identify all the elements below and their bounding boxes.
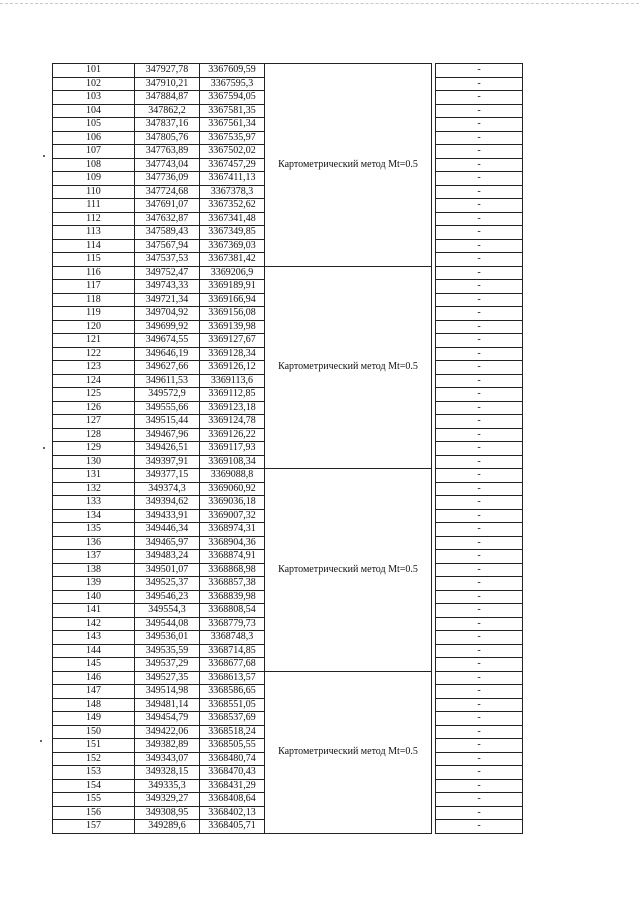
method-cell: Картометрический метод Mt=0.5	[265, 266, 432, 469]
coord-y: 3368537,69	[200, 712, 265, 726]
point-number: 123	[53, 361, 135, 375]
coord-x: 349546,23	[135, 590, 200, 604]
coord-y: 3368505,55	[200, 739, 265, 753]
coord-x: 349704,92	[135, 307, 200, 321]
table-row	[53, 469, 523, 483]
dash-cell: -	[436, 320, 523, 334]
coord-y: 3367581,35	[200, 104, 265, 118]
coord-x: 347837,16	[135, 118, 200, 132]
coord-y: 3369060,92	[200, 482, 265, 496]
coord-y: 3367352,62	[200, 199, 265, 213]
dash-cell: -	[436, 644, 523, 658]
coord-x: 349535,59	[135, 644, 200, 658]
dash-cell: -	[436, 806, 523, 820]
coord-y: 3368518,24	[200, 725, 265, 739]
coord-y: 3368868,98	[200, 563, 265, 577]
point-number: 137	[53, 550, 135, 564]
dash-cell: -	[436, 158, 523, 172]
point-number: 152	[53, 752, 135, 766]
coord-y: 3369088,8	[200, 469, 265, 483]
point-number: 132	[53, 482, 135, 496]
dash-cell: -	[436, 550, 523, 564]
point-number: 122	[53, 347, 135, 361]
coord-x: 347862,2	[135, 104, 200, 118]
dash-cell: -	[436, 536, 523, 550]
dash-cell: -	[436, 779, 523, 793]
coord-y: 3368808,54	[200, 604, 265, 618]
point-number: 110	[53, 185, 135, 199]
coord-x: 349329,27	[135, 793, 200, 807]
coord-y: 3368551,05	[200, 698, 265, 712]
coord-y: 3369036,18	[200, 496, 265, 510]
coord-x: 349515,44	[135, 415, 200, 429]
dash-cell: -	[436, 671, 523, 685]
coord-y: 3368405,71	[200, 820, 265, 834]
dash-cell: -	[436, 658, 523, 672]
dash-cell: -	[436, 334, 523, 348]
coord-y: 3369206,9	[200, 266, 265, 280]
point-number: 117	[53, 280, 135, 294]
point-number: 113	[53, 226, 135, 240]
coord-y: 3369189,91	[200, 280, 265, 294]
coord-x: 347567,94	[135, 239, 200, 253]
dash-cell: -	[436, 509, 523, 523]
point-number: 102	[53, 77, 135, 91]
coord-x: 347589,43	[135, 226, 200, 240]
point-number: 148	[53, 698, 135, 712]
coord-y: 3368677,68	[200, 658, 265, 672]
dash-cell: -	[436, 712, 523, 726]
coord-y: 3367502,02	[200, 145, 265, 159]
point-number: 156	[53, 806, 135, 820]
dash-cell: -	[436, 266, 523, 280]
coord-y: 3367411,13	[200, 172, 265, 186]
coord-x: 349308,95	[135, 806, 200, 820]
coord-x: 349537,29	[135, 658, 200, 672]
coord-x: 349335,3	[135, 779, 200, 793]
dash-cell: -	[436, 739, 523, 753]
coord-x: 349446,34	[135, 523, 200, 537]
point-number: 103	[53, 91, 135, 105]
scan-edge-line	[0, 3, 639, 5]
point-number: 131	[53, 469, 135, 483]
coord-x: 347632,87	[135, 212, 200, 226]
point-number: 121	[53, 334, 135, 348]
table-row	[53, 671, 523, 685]
point-number: 109	[53, 172, 135, 186]
coord-x: 349527,35	[135, 671, 200, 685]
point-number: 107	[53, 145, 135, 159]
coordinates-table	[52, 63, 523, 834]
coord-y: 3368470,43	[200, 766, 265, 780]
coord-x: 349525,37	[135, 577, 200, 591]
coord-y: 3367349,85	[200, 226, 265, 240]
coord-x: 349433,91	[135, 509, 200, 523]
dash-cell: -	[436, 563, 523, 577]
point-number: 134	[53, 509, 135, 523]
coord-y: 3367381,42	[200, 253, 265, 267]
coord-y: 3368714,85	[200, 644, 265, 658]
coordinates-table-body	[53, 64, 523, 834]
dash-cell: -	[436, 77, 523, 91]
point-number: 145	[53, 658, 135, 672]
table-row	[53, 266, 523, 280]
dash-cell: -	[436, 631, 523, 645]
point-number: 154	[53, 779, 135, 793]
coord-x: 349343,07	[135, 752, 200, 766]
coord-y: 3369108,34	[200, 455, 265, 469]
coord-x: 349328,15	[135, 766, 200, 780]
dash-cell: -	[436, 185, 523, 199]
coord-y: 3368779,73	[200, 617, 265, 631]
point-number: 155	[53, 793, 135, 807]
dash-cell: -	[436, 523, 523, 537]
coord-x: 347537,53	[135, 253, 200, 267]
coord-x: 349544,08	[135, 617, 200, 631]
coord-y: 3367457,29	[200, 158, 265, 172]
point-number: 104	[53, 104, 135, 118]
dash-cell: -	[436, 685, 523, 699]
coord-y: 3369123,18	[200, 401, 265, 415]
coord-y: 3369128,34	[200, 347, 265, 361]
point-number: 112	[53, 212, 135, 226]
coord-x: 349501,07	[135, 563, 200, 577]
dash-cell: -	[436, 361, 523, 375]
coord-y: 3368431,29	[200, 779, 265, 793]
dash-cell: -	[436, 428, 523, 442]
point-number: 138	[53, 563, 135, 577]
method-cell: Картометрический метод Mt=0.5	[265, 671, 432, 833]
coord-x: 347743,04	[135, 158, 200, 172]
coord-x: 349674,55	[135, 334, 200, 348]
point-number: 141	[53, 604, 135, 618]
coord-x: 349377,15	[135, 469, 200, 483]
coord-x: 349721,34	[135, 293, 200, 307]
dash-cell: -	[436, 604, 523, 618]
point-number: 101	[53, 64, 135, 78]
coord-x: 349743,33	[135, 280, 200, 294]
point-number: 142	[53, 617, 135, 631]
dash-cell: -	[436, 212, 523, 226]
coord-x: 349536,01	[135, 631, 200, 645]
coord-y: 3368904,36	[200, 536, 265, 550]
point-number: 119	[53, 307, 135, 321]
coord-x: 349481,14	[135, 698, 200, 712]
coord-x: 347724,68	[135, 185, 200, 199]
point-number: 140	[53, 590, 135, 604]
point-number: 118	[53, 293, 135, 307]
dash-cell: -	[436, 415, 523, 429]
dash-cell: -	[436, 590, 523, 604]
dash-cell: -	[436, 172, 523, 186]
coord-y: 3368857,38	[200, 577, 265, 591]
method-cell: Картометрический метод Mt=0.5	[265, 469, 432, 672]
dash-cell: -	[436, 253, 523, 267]
dash-cell: -	[436, 104, 523, 118]
coord-x: 347736,09	[135, 172, 200, 186]
point-number: 149	[53, 712, 135, 726]
coord-y: 3367595,3	[200, 77, 265, 91]
coord-y: 3369126,12	[200, 361, 265, 375]
dash-cell: -	[436, 766, 523, 780]
dash-cell: -	[436, 226, 523, 240]
coord-y: 3368748,3	[200, 631, 265, 645]
point-number: 111	[53, 199, 135, 213]
coord-x: 347691,07	[135, 199, 200, 213]
point-number: 120	[53, 320, 135, 334]
dash-cell: -	[436, 482, 523, 496]
dash-cell: -	[436, 793, 523, 807]
dash-cell: -	[436, 455, 523, 469]
dash-cell: -	[436, 577, 523, 591]
method-cell: Картометрический метод Mt=0.5	[265, 64, 432, 267]
point-number: 146	[53, 671, 135, 685]
coord-x: 349554,3	[135, 604, 200, 618]
dash-cell: -	[436, 118, 523, 132]
coord-y: 3368586,65	[200, 685, 265, 699]
coord-y: 3368874,91	[200, 550, 265, 564]
coord-x: 349555,66	[135, 401, 200, 415]
coord-x: 349397,91	[135, 455, 200, 469]
coord-y: 3369156,08	[200, 307, 265, 321]
coord-y: 3368839,98	[200, 590, 265, 604]
point-number: 133	[53, 496, 135, 510]
coord-y: 3367341,48	[200, 212, 265, 226]
coord-y: 3369126,22	[200, 428, 265, 442]
dash-cell: -	[436, 469, 523, 483]
coord-y: 3369117,93	[200, 442, 265, 456]
coord-x: 349454,79	[135, 712, 200, 726]
dash-cell: -	[436, 388, 523, 402]
coord-y: 3367594,05	[200, 91, 265, 105]
coord-y: 3367369,03	[200, 239, 265, 253]
coord-x: 347927,78	[135, 64, 200, 78]
dash-cell: -	[436, 293, 523, 307]
coord-y: 3367561,34	[200, 118, 265, 132]
coord-x: 349394,62	[135, 496, 200, 510]
dash-cell: -	[436, 752, 523, 766]
coord-x: 349572,9	[135, 388, 200, 402]
coord-x: 349699,92	[135, 320, 200, 334]
dash-cell: -	[436, 239, 523, 253]
point-number: 125	[53, 388, 135, 402]
dash-cell: -	[436, 442, 523, 456]
coord-y: 3367535,97	[200, 131, 265, 145]
scan-speck	[43, 155, 45, 157]
point-number: 135	[53, 523, 135, 537]
coord-x: 349752,47	[135, 266, 200, 280]
coord-x: 347884,87	[135, 91, 200, 105]
coord-y: 3368613,57	[200, 671, 265, 685]
point-number: 127	[53, 415, 135, 429]
point-number: 114	[53, 239, 135, 253]
coord-x: 349465,97	[135, 536, 200, 550]
coord-y: 3368408,64	[200, 793, 265, 807]
coord-y: 3369127,67	[200, 334, 265, 348]
point-number: 115	[53, 253, 135, 267]
table-row	[53, 64, 523, 78]
dash-cell: -	[436, 698, 523, 712]
coord-x: 347910,21	[135, 77, 200, 91]
point-number: 116	[53, 266, 135, 280]
point-number: 139	[53, 577, 135, 591]
point-number: 136	[53, 536, 135, 550]
point-number: 143	[53, 631, 135, 645]
coord-y: 3368974,31	[200, 523, 265, 537]
coord-y: 3369139,98	[200, 320, 265, 334]
coord-x: 349426,51	[135, 442, 200, 456]
dash-cell: -	[436, 64, 523, 78]
coord-x: 349374,3	[135, 482, 200, 496]
dash-cell: -	[436, 617, 523, 631]
coord-x: 347763,89	[135, 145, 200, 159]
dash-cell: -	[436, 374, 523, 388]
coord-x: 349627,66	[135, 361, 200, 375]
point-number: 129	[53, 442, 135, 456]
dash-cell: -	[436, 820, 523, 834]
point-number: 144	[53, 644, 135, 658]
coord-x: 349646,19	[135, 347, 200, 361]
dash-cell: -	[436, 145, 523, 159]
coord-x: 347805,76	[135, 131, 200, 145]
point-number: 105	[53, 118, 135, 132]
coord-y: 3367378,3	[200, 185, 265, 199]
point-number: 151	[53, 739, 135, 753]
coord-x: 349382,89	[135, 739, 200, 753]
point-number: 124	[53, 374, 135, 388]
dash-cell: -	[436, 280, 523, 294]
dash-cell: -	[436, 725, 523, 739]
coord-y: 3369124,78	[200, 415, 265, 429]
dash-cell: -	[436, 496, 523, 510]
coord-x: 349611,53	[135, 374, 200, 388]
coord-x: 349289,6	[135, 820, 200, 834]
scan-speck	[40, 740, 42, 742]
coord-y: 3368402,13	[200, 806, 265, 820]
coord-x: 349467,96	[135, 428, 200, 442]
point-number: 157	[53, 820, 135, 834]
point-number: 126	[53, 401, 135, 415]
coord-y: 3369112,85	[200, 388, 265, 402]
dash-cell: -	[436, 199, 523, 213]
dash-cell: -	[436, 131, 523, 145]
point-number: 108	[53, 158, 135, 172]
coord-y: 3369113,6	[200, 374, 265, 388]
dash-cell: -	[436, 401, 523, 415]
point-number: 150	[53, 725, 135, 739]
coord-x: 349514,98	[135, 685, 200, 699]
coord-y: 3368480,74	[200, 752, 265, 766]
coord-y: 3369166,94	[200, 293, 265, 307]
dash-cell: -	[436, 307, 523, 321]
coord-y: 3369007,32	[200, 509, 265, 523]
point-number: 106	[53, 131, 135, 145]
point-number: 147	[53, 685, 135, 699]
coord-x: 349422,06	[135, 725, 200, 739]
dash-cell: -	[436, 91, 523, 105]
coord-y: 3367609,59	[200, 64, 265, 78]
point-number: 153	[53, 766, 135, 780]
dash-cell: -	[436, 347, 523, 361]
scan-speck	[43, 447, 45, 449]
point-number: 130	[53, 455, 135, 469]
point-number: 128	[53, 428, 135, 442]
coord-x: 349483,24	[135, 550, 200, 564]
